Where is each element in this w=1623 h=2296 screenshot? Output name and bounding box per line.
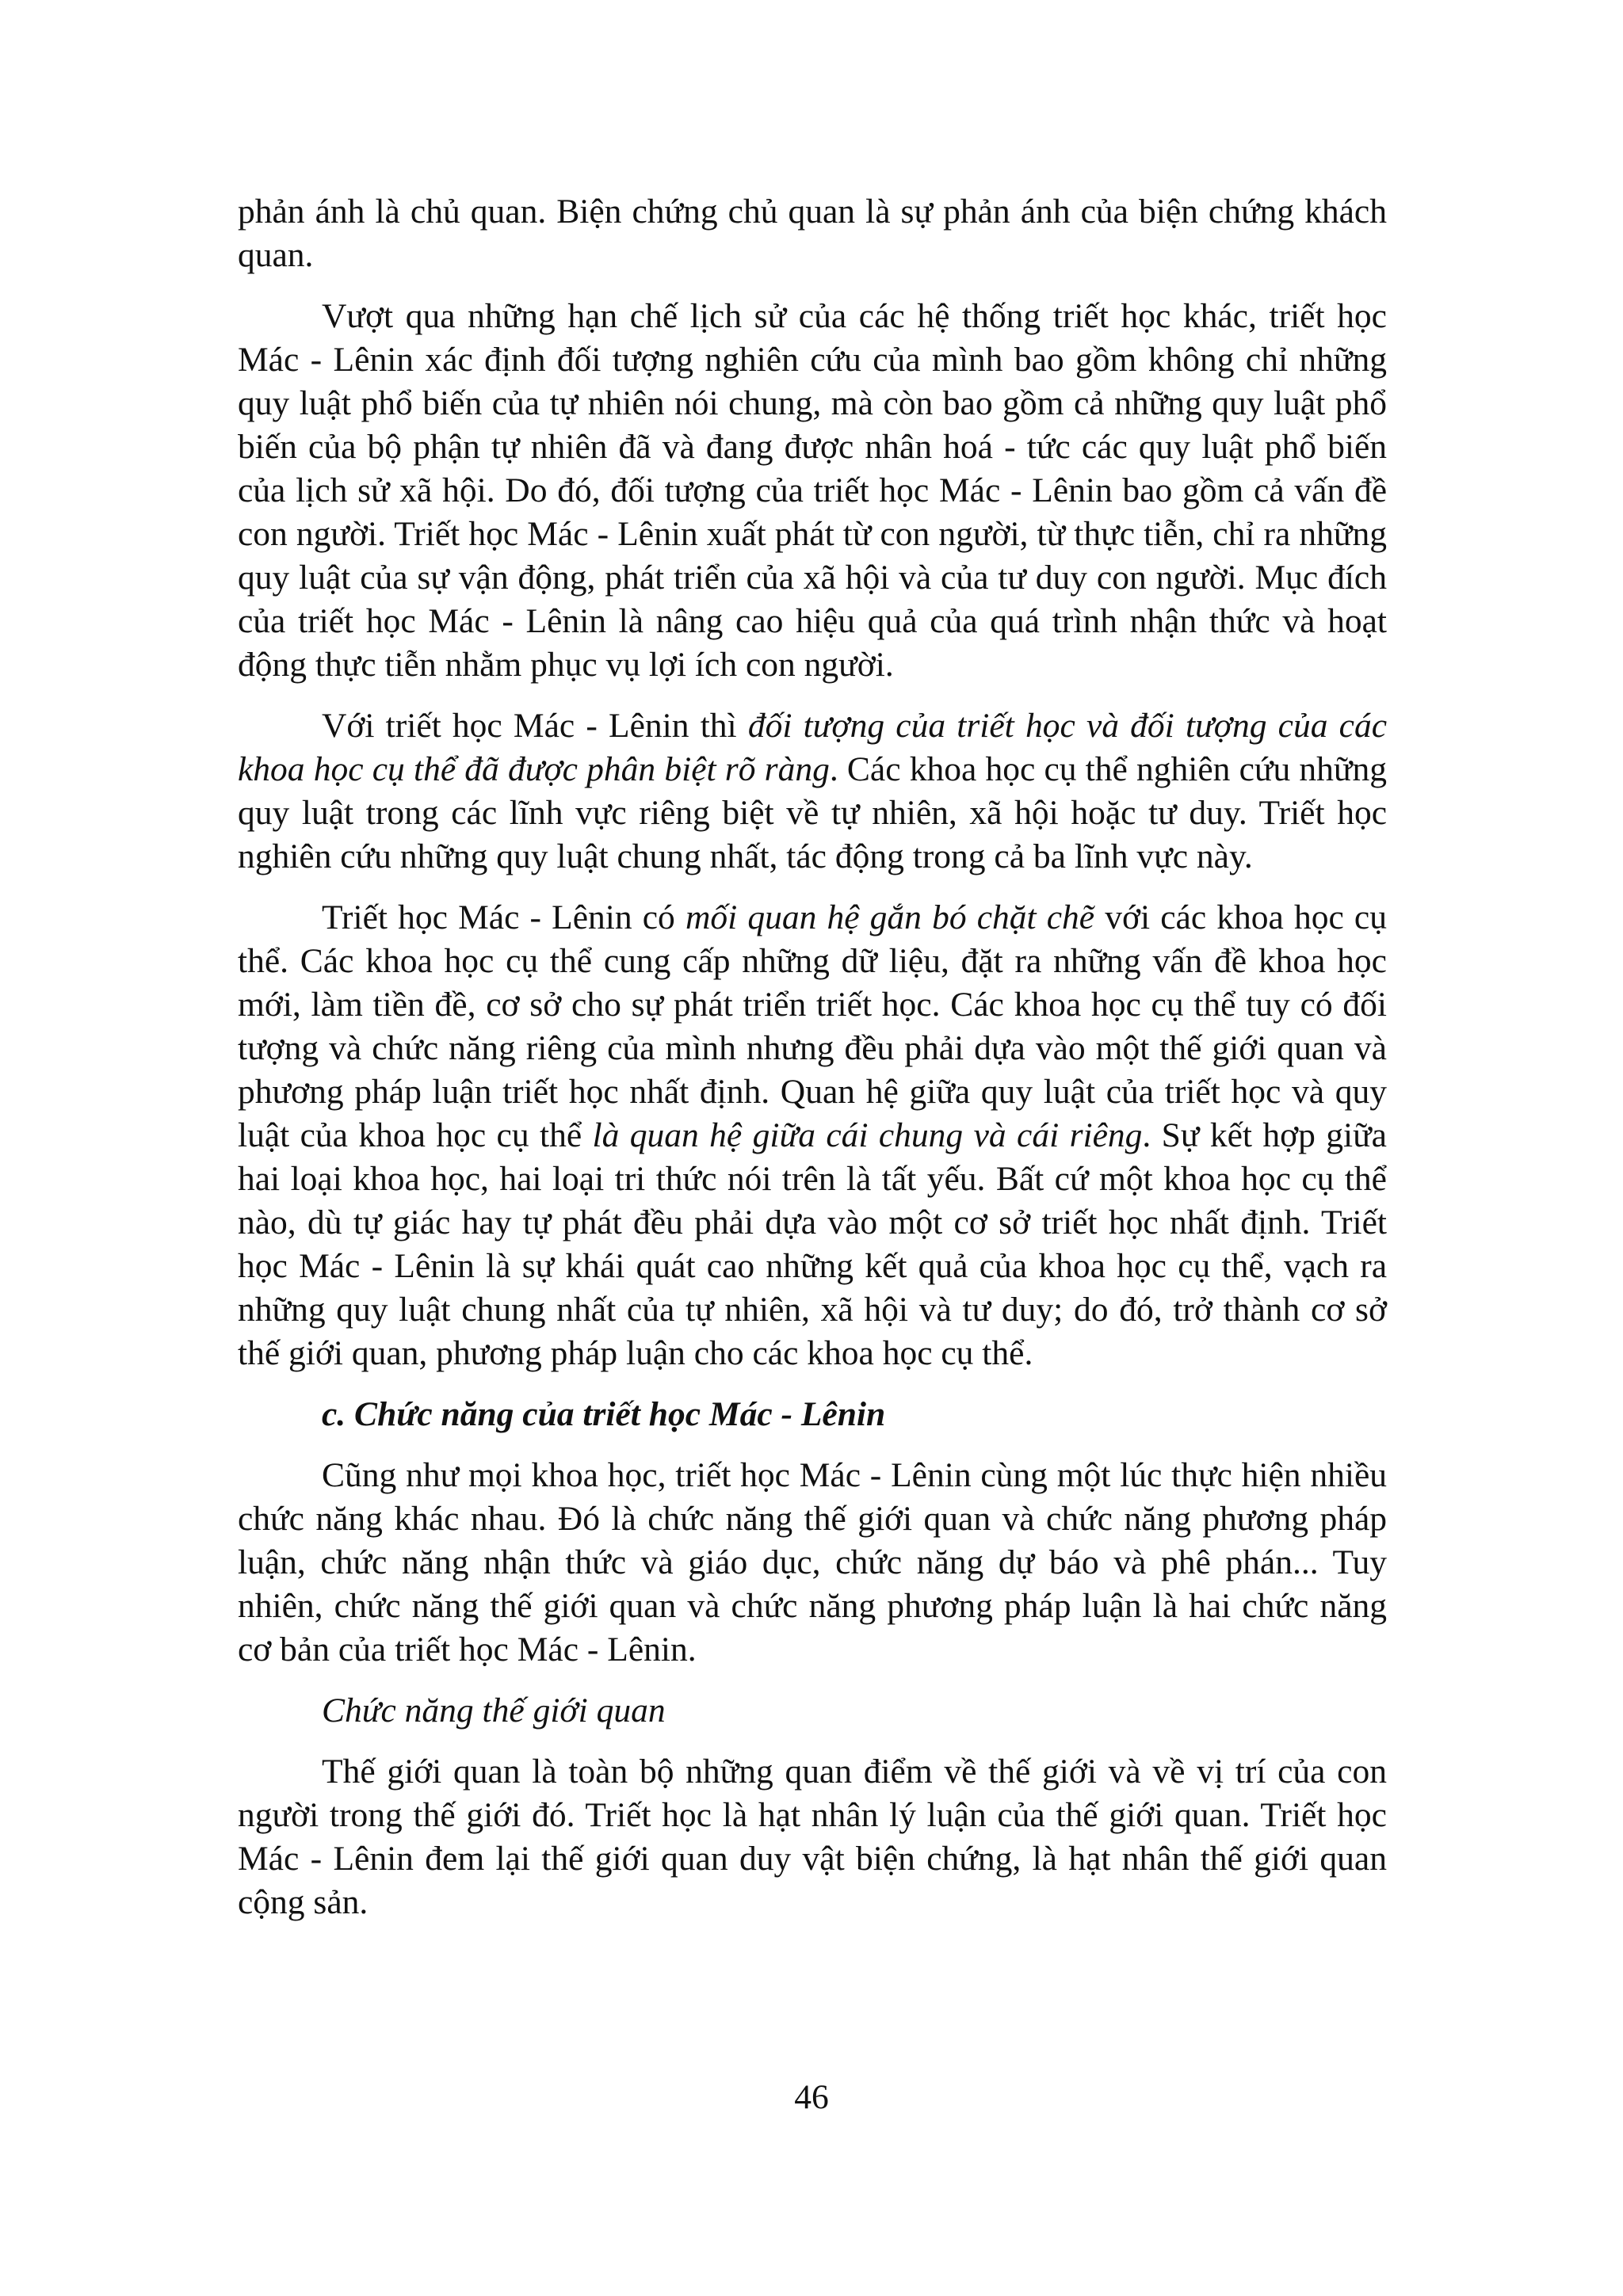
paragraph-1: phản ánh là chủ quan. Biện chứng chủ quan là sự phản ánh của biện chứng khách quan. <box>238 193 1387 274</box>
paragraph-3-emphasis: đối tượng của triết học và đối tượng của các khoa học cụ thể đã được phân biệt rõ ràng <box>238 707 1388 788</box>
paragraph-3-part-c: . Các khoa học cụ thể nghiên cứu những quy luật trong các lĩnh vực riêng biệt về tự nhiên, xã hội hoặc tư duy. Triết học nghiên cứu những quy luật chung nhất, tác động trong cả ba lĩnh vực này. <box>238 750 1387 875</box>
paragraph-2: Vượt qua những hạn chế lịch sử của các hệ thống triết học khác, triết học Mác - Lênin xác định đối tượng nghiên cứu của mình bao gồm không chỉ những quy luật phổ biến của tự nhiên nói chung, mà còn bao gồm cả những quy luật phổ biến của bộ phận tự nhiên đã và đang được nhân hoá - tức các quy luật phổ biến của lịch sử xã hội. Do đó, đối tượng của triết học Mác - Lênin bao gồm cả vấn đề con người. Triết học Mác - Lênin xuất phát từ con người, từ thực tiễn, chỉ ra những quy luật của sự vận động, phát triển của xã hội và của tư duy con người. Mục đích của triết học Mác - Lênin là nâng cao hiệu quả của quá trình nhận thức và hoạt động thực tiễn nhằm phục vụ lợi ích con người. <box>238 297 1387 684</box>
paragraph-3 <box>238 704 1387 879</box>
paragraph-4-part-e: . Sự kết hợp giữa hai loại khoa học, hai loại tri thức nói trên là tất yếu. Bất cứ một khoa học cụ thể nào, dù tự giác hay tự phát đều phải dựa vào một cơ sở triết học nhất định. Triết học Mác - Lênin là sự khái quát cao những kết quả của khoa học cụ thể, vạch ra những quy luật chung nhất của tự nhiên, xã hội và tư duy; do đó, trở thành cơ sở thế giới quan, phương pháp luận cho các khoa học cụ thể. <box>238 1116 1387 1372</box>
paragraph-4-emphasis-2: là quan hệ giữa cái chung và cái riêng <box>592 1116 1143 1154</box>
paragraph-6: Thế giới quan là toàn bộ những quan điểm về thế giới và về vị trí của con người trong thế giới đó. Triết học là hạt nhân lý luận của thế giới quan. Triết học Mác - Lênin đem lại thế giới quan duy vật biện chứng, là hạt nhân thế giới quan cộng sản. <box>238 1753 1387 1921</box>
paragraph-4-part-a: Triết học Mác - Lênin có <box>322 898 685 936</box>
paragraph-3-part-a: Với triết học Mác - Lênin thì <box>322 707 748 745</box>
page-number: 46 <box>794 2078 829 2116</box>
section-heading-c: c. Chức năng của triết học Mác - Lênin <box>322 1395 886 1433</box>
page-body <box>238 190 1387 1942</box>
paragraph-4 <box>238 896 1387 1375</box>
subheading-worldview-function: Chức năng thế giới quan <box>322 1691 666 1730</box>
paragraph-5: Cũng như mọi khoa học, triết học Mác - Lênin cùng một lúc thực hiện nhiều chức năng khác nhau. Đó là chức năng thế giới quan và chức năng phương pháp luận, chức năng nhận thức và giáo dục, chức năng dự báo và phê phán... Tuy nhiên, chức năng thế giới quan và chức năng phương pháp luận là hai chức năng cơ bản của triết học Mác - Lênin. <box>238 1456 1387 1669</box>
paragraph-4-emphasis-1: mối quan hệ gắn bó chặt chẽ <box>685 898 1095 936</box>
paragraph-4-part-c: với các khoa học cụ thể. Các khoa học cụ thể cung cấp những dữ liệu, đặt ra những vấn đề khoa học mới, làm tiền đề, cơ sở cho sự phát triển triết học. Các khoa học cụ thể tuy có đối tượng và chức năng riêng của mình nhưng đều phải dựa vào một thế giới quan và phương pháp luận triết học nhất định. Quan hệ giữa quy luật của triết học và quy luật của khoa học cụ thể <box>238 898 1387 1154</box>
